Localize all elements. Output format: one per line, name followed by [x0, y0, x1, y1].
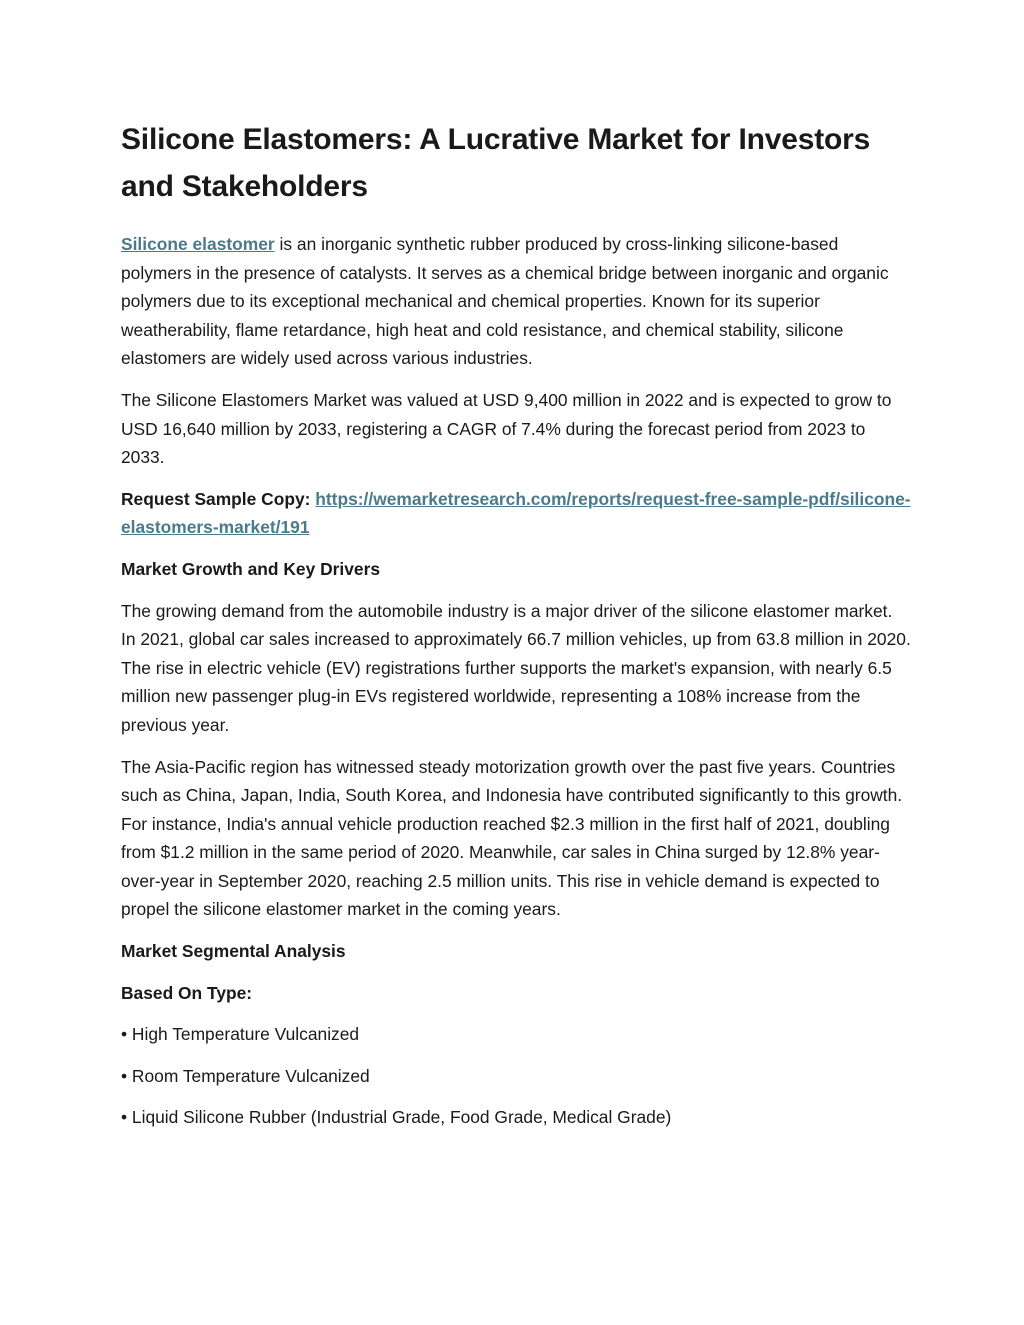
- type-list-item: • Room Temperature Vulcanized: [121, 1065, 370, 1086]
- intro-text: is an inorganic synthetic rubber produced by cross-linking silicone-based polymers in the presence of catalysts. It serves as a chemical bridge between inorganic and organic polymers due to its exceptional mechanical and chemical properties. Known for its superior weatherability, flame retardance, high heat and cold resistance, and chemical stability, silicone elastomers are widely used across various industries.: [121, 234, 889, 369]
- segment-heading: Market Segmental Analysis: [121, 941, 346, 962]
- type-list-item: • Liquid Silicone Rubber (Industrial Grade, Food Grade, Medical Grade): [121, 1107, 672, 1128]
- silicone-elastomer-link[interactable]: Silicone elastomer: [121, 234, 275, 254]
- request-sample-label: Request Sample Copy:: [121, 488, 316, 509]
- growth-heading: Market Growth and Key Drivers: [121, 558, 381, 579]
- document-page: [121, 116, 911, 1145]
- document-title: Silicone Elastomers: A Lucrative Market for Investors and Stakeholders: [121, 123, 871, 203]
- type-list-item: • High Temperature Vulcanized: [121, 1024, 360, 1045]
- market-value-paragraph: The Silicone Elastomers Market was valued at USD 9,400 million in 2022 and is expected to grow to USD 16,640 million by 2033, registering a CAGR of 7.4% during the forecast period from 2023 to 2033.: [121, 389, 892, 468]
- request-sample-link[interactable]: https://wemarketresearch.com/reports/request-free-sample-pdf/silicone-elastomers-market/191: [121, 488, 911, 538]
- growth-paragraph-1: The growing demand from the automobile industry is a major driver of the silicone elastomer market. In 2021, global car sales increased to approximately 66.7 million vehicles, up from 63.8 million in 2020. The rise in electric vehicle (EV) registrations further supports the market's expansion, with nearly 6.5 million new passenger plug-in EVs registered worldwide, representing a 108% increase from the previous year.: [121, 600, 911, 735]
- intro-paragraph: [121, 230, 911, 373]
- type-heading: Based On Type:: [121, 982, 253, 1003]
- growth-paragraph-2: The Asia-Pacific region has witnessed steady motorization growth over the past five years. Countries such as China, Japan, India, South Korea, and Indonesia have contributed significantly to this growth. For instance, India's annual vehicle production reached $2.3 million in the first half of 2021, doubling from $1.2 million in the same period of 2020. Meanwhile, car sales in China surged by 12.8% year-over-year in September 2020, reaching 2.5 million units. This rise in vehicle demand is expected to propel the silicone elastomer market in the coming years.: [121, 756, 903, 920]
- request-sample-paragraph: [121, 485, 911, 542]
